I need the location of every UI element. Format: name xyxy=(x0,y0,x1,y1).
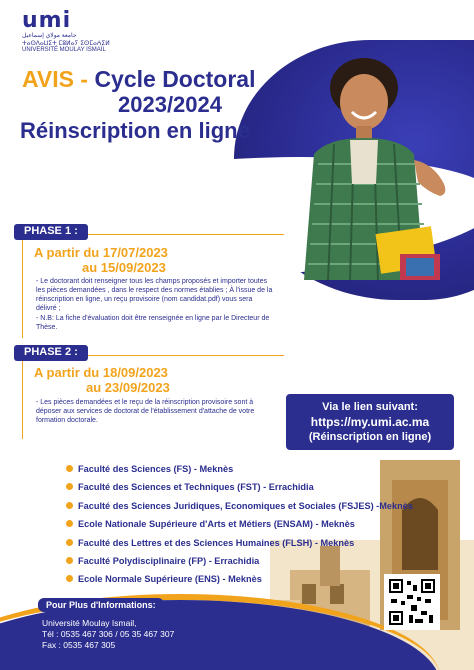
bullet-icon xyxy=(66,575,73,582)
logo-arabic-text: جامعة مولاي إسماعيل xyxy=(22,33,77,39)
logo-mark xyxy=(22,8,112,33)
phase-2-instructions xyxy=(36,398,274,426)
link-caption: (Réinscription en ligne) xyxy=(308,431,432,443)
link-intro: Via le lien suivant: xyxy=(322,401,418,413)
bullet-icon xyxy=(66,557,73,564)
faculty-name: Ecole Nationale Supérieure d'Arts et Métiers (ENSAM) - Meknès xyxy=(78,519,355,530)
university-logo xyxy=(22,8,112,54)
phase-2-date-start: A partir du 18/09/2023 xyxy=(34,365,168,380)
faculty-name: Faculté des Sciences et Techniques (FST) - Errachidia xyxy=(78,482,314,493)
footer-contact xyxy=(42,618,174,651)
phase-1-text-2: - N.B: La fiche d'évaluation doit être renseignée en ligne par le Directeur de Thèse. xyxy=(36,315,270,331)
faculty-item xyxy=(66,515,406,533)
footer-university: Université Moulay Ismail, xyxy=(42,618,137,628)
faculty-item xyxy=(66,497,413,515)
logo-french-text: UNIVERSITÉ MOULAY ISMAÏL xyxy=(22,47,106,53)
phase-1-date-start: A partir du 17/07/2023 xyxy=(34,245,168,260)
bullet-icon xyxy=(66,502,73,509)
logo-mark-text: umi xyxy=(22,8,72,33)
faculty-name: Ecole Normale Supérieure (ENS) - Meknès xyxy=(78,574,262,585)
title-avis: AVIS xyxy=(22,66,74,92)
student-photo xyxy=(258,44,458,280)
bullet-icon xyxy=(66,520,73,527)
phase-2-date-end: au 23/09/2023 xyxy=(86,380,170,395)
bullet-icon xyxy=(66,483,73,490)
phase-1-instructions xyxy=(36,277,274,333)
phase-1-label: PHASE 1 : xyxy=(14,224,88,240)
faculty-name: Faculté des Sciences (FS) - Meknès xyxy=(78,464,234,474)
faculty-list xyxy=(66,460,413,589)
phase-1-date-end: au 15/09/2023 xyxy=(82,260,166,275)
bullet-icon xyxy=(66,465,73,472)
title-years: 2023/2024 xyxy=(118,92,222,117)
bullet-icon xyxy=(66,539,73,546)
faculty-item xyxy=(66,570,406,588)
page-title xyxy=(22,66,256,93)
faculty-item xyxy=(66,552,406,570)
phase-2-text-1: - Les pièces demandées et le reçu de la réinscription provisoire sont à déposer aux services de doctorat de l'établissement d'attache de votre formation doctorale. xyxy=(36,399,255,424)
faculty-item xyxy=(66,478,406,496)
phase-1-text-1: - Le doctorant doit renseigner tous les champs proposés et importer toutes les pièces demandées , dans le respect des normes établies ; À l'issue de la réinscription en ligne, un reçu provisoire (nom candidat.pdf) vous sera délivré ; xyxy=(36,278,273,312)
faculty-item xyxy=(66,460,406,478)
faculty-name: Faculté Polydisciplinaire (FP) - Errachidia xyxy=(78,555,260,566)
logo-tifinagh-text: ⵜⴰⵙⴷⴰⵡⵉⵜ ⵎⵓⵍⴰⵢ ⵉⵙⵎⴰⵄⵉⵍ xyxy=(22,40,110,47)
phase-2-label: PHASE 2 : xyxy=(14,345,88,361)
footer-fax: Fax : 0535 467 305 xyxy=(42,640,116,650)
faculty-name: Faculté des Sciences Juridiques, Economiques et Sociales (FSJES) -Meknès xyxy=(78,500,413,511)
footer-phone: Tél : 0535 467 306 / 05 35 467 307 xyxy=(42,629,175,639)
title-separator: - xyxy=(73,66,95,92)
qr-code[interactable] xyxy=(384,574,440,630)
link-url[interactable]: https://my.umi.ac.ma xyxy=(310,415,430,429)
online-link-box xyxy=(286,394,454,450)
title-reinscription: Réinscription en ligne xyxy=(20,118,250,143)
footer-title: Pour Plus d'Informations: xyxy=(38,598,164,612)
title-cycle: Cycle Doctoral xyxy=(94,66,256,92)
faculty-item xyxy=(66,534,406,552)
faculty-name: Faculté des Lettres et des Sciences Humaines (FLSH) - Meknès xyxy=(78,537,355,548)
